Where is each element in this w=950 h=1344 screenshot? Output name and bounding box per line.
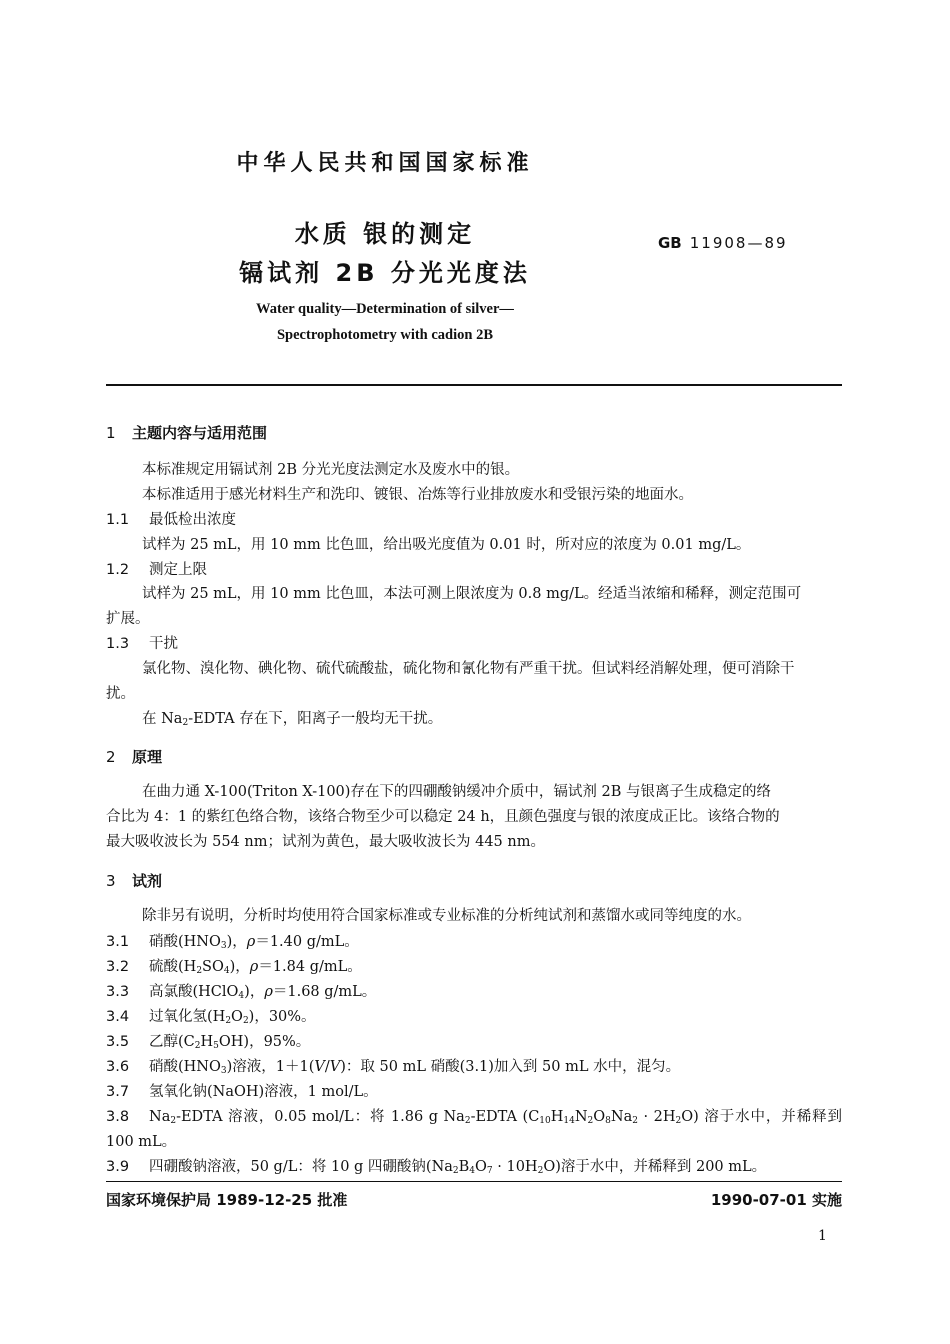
subsection-1-2-heading xyxy=(106,560,207,580)
item-number: 3.3 xyxy=(106,984,130,1000)
subscript: 2 xyxy=(196,966,203,976)
subsection-number: 1.1 xyxy=(106,512,130,528)
subscript: 4 xyxy=(223,966,230,976)
paragraph: 除非另有说明，分析时均使用符合国家标准或专业标准的分析纯试剂和蒸馏水或同等纯度的水。 xyxy=(142,908,751,924)
english-title-line-1: Water quality—Determination of silver— xyxy=(256,301,514,317)
text: N xyxy=(574,1109,588,1125)
text: -EDTA (C xyxy=(470,1109,540,1125)
paragraph-continuation: 合比为 4：1 的紫红色络合物，该络合物至少可以稳定 24 h，且颜色强度与银的浓度成正比。该络合物的 xyxy=(106,809,780,825)
reagent-item-3-9 xyxy=(106,1157,766,1177)
rho-symbol: ρ xyxy=(264,984,273,1000)
text: Na xyxy=(149,1109,171,1125)
paragraph-continuation: 扰。 xyxy=(106,686,135,702)
subscript: 14 xyxy=(563,1116,575,1126)
reagent-item-3-4 xyxy=(106,1007,316,1027)
gb-number: 11908—89 xyxy=(689,234,788,252)
text: 硫酸(H xyxy=(149,959,197,975)
item-number: 3.2 xyxy=(106,959,130,975)
reagent-item-3-1 xyxy=(106,932,359,952)
subscript: 2 xyxy=(464,1116,471,1126)
subscript: 2 xyxy=(632,1116,638,1126)
paragraph: 试样为 25 mL，用 10 mm 比色皿，本法可测上限浓度为 0.8 mg/L。经适当浓缩和稀释，测定范围可 xyxy=(142,586,802,602)
text: 硝酸(HNO xyxy=(149,934,221,950)
text: 氢氧化钠(NaOH)溶液，1 mol/L。 xyxy=(149,1084,378,1100)
text: / xyxy=(324,1059,330,1075)
reagent-item-3-8 xyxy=(106,1107,842,1127)
text: SO xyxy=(202,959,224,975)
footer-divider xyxy=(106,1181,842,1182)
text: H xyxy=(550,1109,564,1125)
paragraph: 氯化物、溴化物、碘化物、硫代硫酸盐，硫化物和氰化物有严重干扰。但试料经消解处理，便可消除干 xyxy=(142,661,795,677)
paragraph: 本标准规定用镉试剂 2B 分光光度法测定水及废水中的银。 xyxy=(142,462,520,478)
text: -EDTA 存在下，阳离子一般均无干扰。 xyxy=(188,711,443,727)
text: · 10H xyxy=(492,1159,538,1175)
subsection-number: 1.3 xyxy=(106,636,130,652)
reagent-item-3-5 xyxy=(106,1032,310,1052)
text: )， xyxy=(226,934,247,950)
reagent-item-3-7 xyxy=(106,1082,378,1102)
text: O xyxy=(593,1109,606,1125)
text: 硝酸(HNO xyxy=(149,1059,221,1075)
paragraph: 本标准适用于感光材料生产和洗印、镀银、冶炼等行业排放废水和受银污染的地面水。 xyxy=(142,487,693,503)
reagent-item-3-3 xyxy=(106,982,376,1002)
text: ＝1.40 g/mL。 xyxy=(255,934,359,950)
subsection-title: 最低检出浓度 xyxy=(149,512,236,528)
section-title: 原理 xyxy=(132,748,163,766)
subscript: 10 xyxy=(539,1116,551,1126)
text: 高氯酸(HClO xyxy=(149,984,239,1000)
paragraph: 在曲力通 X-100(Triton X-100)存在下的四硼酸钠缓冲介质中，镉试剂 2B 与银离子生成稳定的络 xyxy=(142,784,772,800)
subscript: 5 xyxy=(213,1041,219,1051)
text: ＝1.68 g/mL。 xyxy=(272,984,377,1000)
paragraph-continuation: 扩展。 xyxy=(106,611,150,627)
text: )， xyxy=(244,984,265,1000)
subscript: 3 xyxy=(220,941,227,951)
subsection-1-1-heading xyxy=(106,510,236,530)
subscript: 8 xyxy=(605,1116,611,1126)
text: )：取 50 mL 硝酸(3.1)加入到 50 mL 水中，混匀。 xyxy=(340,1059,681,1075)
item-number: 3.1 xyxy=(106,934,130,950)
subsection-1-3-heading xyxy=(106,634,178,654)
reagent-item-3-6 xyxy=(106,1057,680,1077)
item-number: 3.9 xyxy=(106,1159,130,1175)
text: 过氧化氢(H xyxy=(149,1009,226,1025)
text: OH)，95%。 xyxy=(218,1034,311,1050)
item-number: 3.4 xyxy=(106,1009,130,1025)
subscript: 3 xyxy=(220,1066,227,1076)
text: 在 Na xyxy=(142,711,183,727)
subscript: 4 xyxy=(469,1166,476,1176)
subscript: 2 xyxy=(675,1116,682,1126)
gb-prefix: GB xyxy=(658,234,682,252)
subscript: 2 xyxy=(170,1116,177,1126)
volume-symbol: V xyxy=(314,1059,325,1075)
subsection-number: 1.2 xyxy=(106,562,130,578)
subscript: 2 xyxy=(587,1116,594,1126)
text: 乙醇(C xyxy=(149,1034,195,1050)
reagent-item-3-2 xyxy=(106,957,362,977)
subscript: 2 xyxy=(537,1166,544,1176)
subscript: 2 xyxy=(452,1166,459,1176)
section-1-heading xyxy=(106,422,267,443)
section-title: 试剂 xyxy=(132,872,163,890)
approval-line: 国家环境保护局 1989-12-25 批准 xyxy=(106,1191,348,1209)
header-divider xyxy=(106,384,842,386)
text: )， xyxy=(229,959,250,975)
item-number: 3.8 xyxy=(106,1109,130,1125)
section-number: 1 xyxy=(106,424,116,442)
subscript: 4 xyxy=(238,991,245,1001)
text: · 2H xyxy=(637,1109,676,1125)
subscript: 2 xyxy=(242,1016,249,1026)
document-title-line-1: 水质 银的测定 xyxy=(294,220,476,248)
national-standard-heading: 中华人民共和国国家标准 xyxy=(236,151,534,176)
section-number: 2 xyxy=(106,748,116,766)
rho-symbol: ρ xyxy=(249,959,259,975)
section-title: 主题内容与适用范围 xyxy=(132,424,268,442)
subscript: 2 xyxy=(194,1041,201,1051)
text: -EDTA 溶液，0.05 mol/L：将 1.86 g Na xyxy=(176,1109,465,1125)
page-number: 1 xyxy=(818,1228,827,1244)
subscript: 2 xyxy=(182,718,189,728)
subsection-title: 干扰 xyxy=(149,636,178,652)
section-2-heading xyxy=(106,746,162,767)
text: O)溶于水中，并稀释到 200 mL。 xyxy=(543,1159,767,1175)
rho-symbol: ρ xyxy=(246,934,256,950)
english-title-line-2: Spectrophotometry with cadion 2B xyxy=(276,327,494,343)
text: O xyxy=(231,1009,243,1025)
subsection-title: 测定上限 xyxy=(149,562,207,578)
paragraph: 试样为 25 mL，用 10 mm 比色皿，给出吸光度值为 0.01 时，所对应的浓度为 0.01 mg/L。 xyxy=(142,537,751,553)
section-number: 3 xyxy=(106,872,116,890)
text: B xyxy=(458,1159,470,1175)
item-number: 3.6 xyxy=(106,1059,130,1075)
implementation-date: 1990-07-01 实施 xyxy=(710,1191,842,1209)
text: H xyxy=(200,1034,214,1050)
section-3-heading xyxy=(106,870,162,891)
item-number: 3.5 xyxy=(106,1034,130,1050)
text: )溶液，1＋1( xyxy=(226,1059,315,1075)
subscript: 2 xyxy=(225,1016,232,1026)
document-title-line-2: 镉试剂 2B 分光光度法 xyxy=(239,259,531,287)
standard-code xyxy=(658,234,788,252)
paragraph-continuation: 最大吸收波长为 554 nm；试剂为黄色，最大吸收波长为 445 nm。 xyxy=(106,834,545,850)
text: 四硼酸钠溶液，50 g/L：将 10 g 四硼酸钠(Na xyxy=(149,1159,453,1175)
text: ＝1.84 g/mL。 xyxy=(258,959,362,975)
subscript: 7 xyxy=(486,1166,493,1176)
paragraph xyxy=(142,709,442,729)
text: )，30%。 xyxy=(248,1009,316,1025)
text: Na xyxy=(610,1109,633,1125)
text: O) 溶于水中，并稀释到 xyxy=(681,1109,843,1125)
item-number: 3.7 xyxy=(106,1084,130,1100)
paragraph-continuation: 100 mL。 xyxy=(106,1134,177,1150)
text: O xyxy=(475,1159,487,1175)
volume-symbol: V xyxy=(329,1059,341,1075)
